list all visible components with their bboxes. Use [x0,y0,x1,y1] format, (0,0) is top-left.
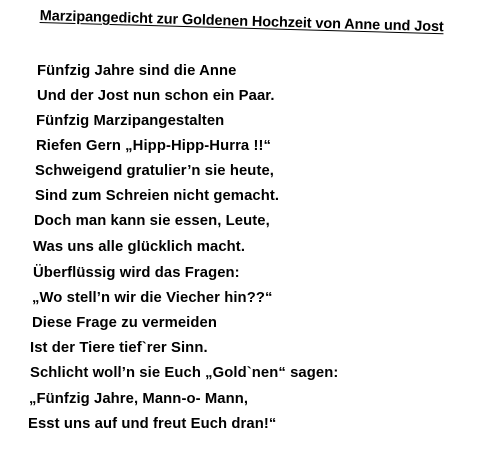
poem-line: Esst uns auf und freut Euch dran!“ [28,416,277,432]
poem-line: Diese Frage zu vermeiden [32,315,217,331]
poem-line: Was uns alle glücklich macht. [33,239,246,255]
poem-line: Riefen Gern „Hipp-Hipp-Hurra !!“ [36,138,272,154]
poem-line: Doch man kann sie essen, Leute, [34,213,270,229]
poem-line: Fünfzig Jahre sind die Anne [37,63,237,79]
poem-line: „Wo stell’n wir die Viecher hin??“ [32,290,273,306]
poem-line: Schlicht woll’n sie Euch „Gold`nen“ sagen: [30,365,339,381]
poem-line: Sind zum Schreien nicht gemacht. [35,188,280,204]
poem-line: „Fünfzig Jahre, Mann-o- Mann, [29,391,249,407]
poem-line: Und der Jost nun schon ein Paar. [37,88,275,104]
poem-line: Schweigend gratulier’n sie heute, [35,163,275,179]
poem-title: Marzipangedicht zur Goldenen Hochzeit von Anne und Jost [39,8,444,36]
poem-line: Fünfzig Marzipangestalten [36,113,225,129]
poem-line: Ist der Tiere tief`rer Sinn. [30,340,208,356]
poem-line: Überflüssig wird das Fragen: [33,265,240,281]
